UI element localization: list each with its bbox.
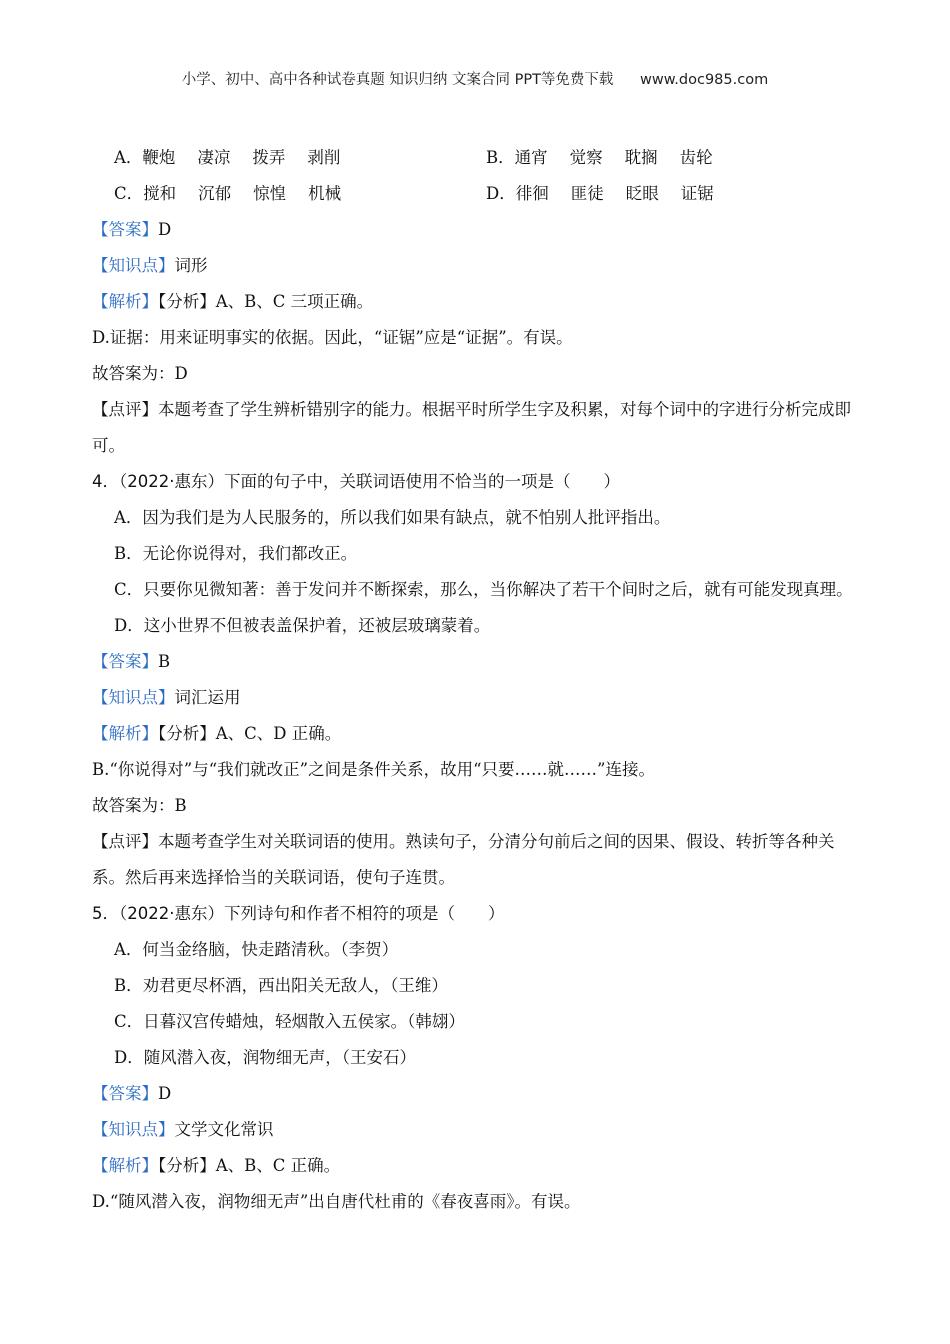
q3-option-d: D．徘徊 匪徒 眨眼 证锯: [486, 184, 714, 203]
q5-stem: 5．（2022·惠东）下列诗句和作者不相符的项是（ ）: [92, 904, 505, 923]
q4-analysis: 【解析】【分析】A、C、D 正确。: [92, 724, 342, 743]
q3-answer: 【答案】D: [92, 220, 172, 239]
q5-option-d: D．随风潜入夜，润物细无声，（王安石）: [114, 1048, 416, 1067]
q3-option-c: C．搅和 沉郁 惊惶 机械: [114, 184, 342, 203]
document-body: [92, 140, 858, 1220]
q4-option-a: A．因为我们是为人民服务的，所以我们如果有缺点，就不怕别人批评指出。: [114, 508, 671, 527]
q5-detail: D.“随风潜入夜，润物细无声”出自唐代杜甫的《春夜喜雨》。有误。: [92, 1192, 581, 1211]
q4-knowledge-point: 【知识点】词汇运用: [92, 688, 241, 707]
q4-detail: B.“你说得对”与“我们就改正”之间是条件关系，故用“只要……就……”连接。: [92, 760, 655, 779]
header-url[interactable]: www.doc985.com: [640, 72, 769, 88]
q3-option-a: A．鞭炮 凄凉 拨弄 剥削: [114, 148, 341, 167]
q5-option-a: A．何当金络脑，快走踏清秋。（李贺）: [114, 940, 399, 959]
header-title: 小学、初中、高中各种试卷真题 知识归纳 文案合同 PPT等免费下载: [181, 72, 614, 88]
q4-option-d: D．这小世界不但被表盖保护着，还被层玻璃蒙着。: [114, 616, 491, 635]
q4-answer: 【答案】B: [92, 652, 171, 671]
q4-option-c: C．只要你见微知著：善于发问并不断探索，那么，当你解决了若干个间时之后，就有可能发现真理。: [114, 580, 853, 599]
q5-answer: 【答案】D: [92, 1084, 172, 1103]
q3-comment: 【点评】本题考查了学生辨析错别字的能力。根据平时所学生字及积累，对每个词中的字进行分析完成即可。: [92, 400, 851, 455]
q4-comment: 【点评】本题考查学生对关联词语的使用。熟读句子，分清分句前后之间的因果、假设、转折等各种关系。然后再来选择恰当的关联词语，使句子连贯。: [92, 832, 835, 887]
q5-analysis: 【解析】【分析】A、B、C 正确。: [92, 1156, 341, 1175]
q5-option-b: B．劝君更尽杯酒，西出阳关无敌人，（王维）: [114, 976, 448, 995]
q3-detail: D.证据：用来证明事实的依据。因此，“证锯”应是“证据”。有误。: [92, 328, 573, 347]
q5-knowledge-point: 【知识点】文学文化常识: [92, 1120, 274, 1139]
q3-options-row-1: [92, 140, 858, 176]
q3-knowledge-point: 【知识点】词形: [92, 256, 208, 275]
q3-final-answer: 故答案为：D: [92, 364, 188, 383]
q4-final-answer: 故答案为：B: [92, 796, 187, 815]
q3-analysis: 【解析】【分析】A、B、C 三项正确。: [92, 292, 374, 311]
q3-options-row-2: [92, 176, 858, 212]
page-header: [0, 68, 950, 89]
q3-option-b: B．通宵 觉察 耽搁 齿轮: [486, 148, 713, 167]
q4-option-b: B．无论你说得对，我们都改正。: [114, 544, 358, 563]
q4-stem: 4．（2022·惠东）下面的句子中，关联词语使用不恰当的一项是（ ）: [92, 472, 620, 491]
q5-option-c: C．日暮汉宫传蜡烛，轻烟散入五侯家。（韩翃）: [114, 1012, 465, 1031]
